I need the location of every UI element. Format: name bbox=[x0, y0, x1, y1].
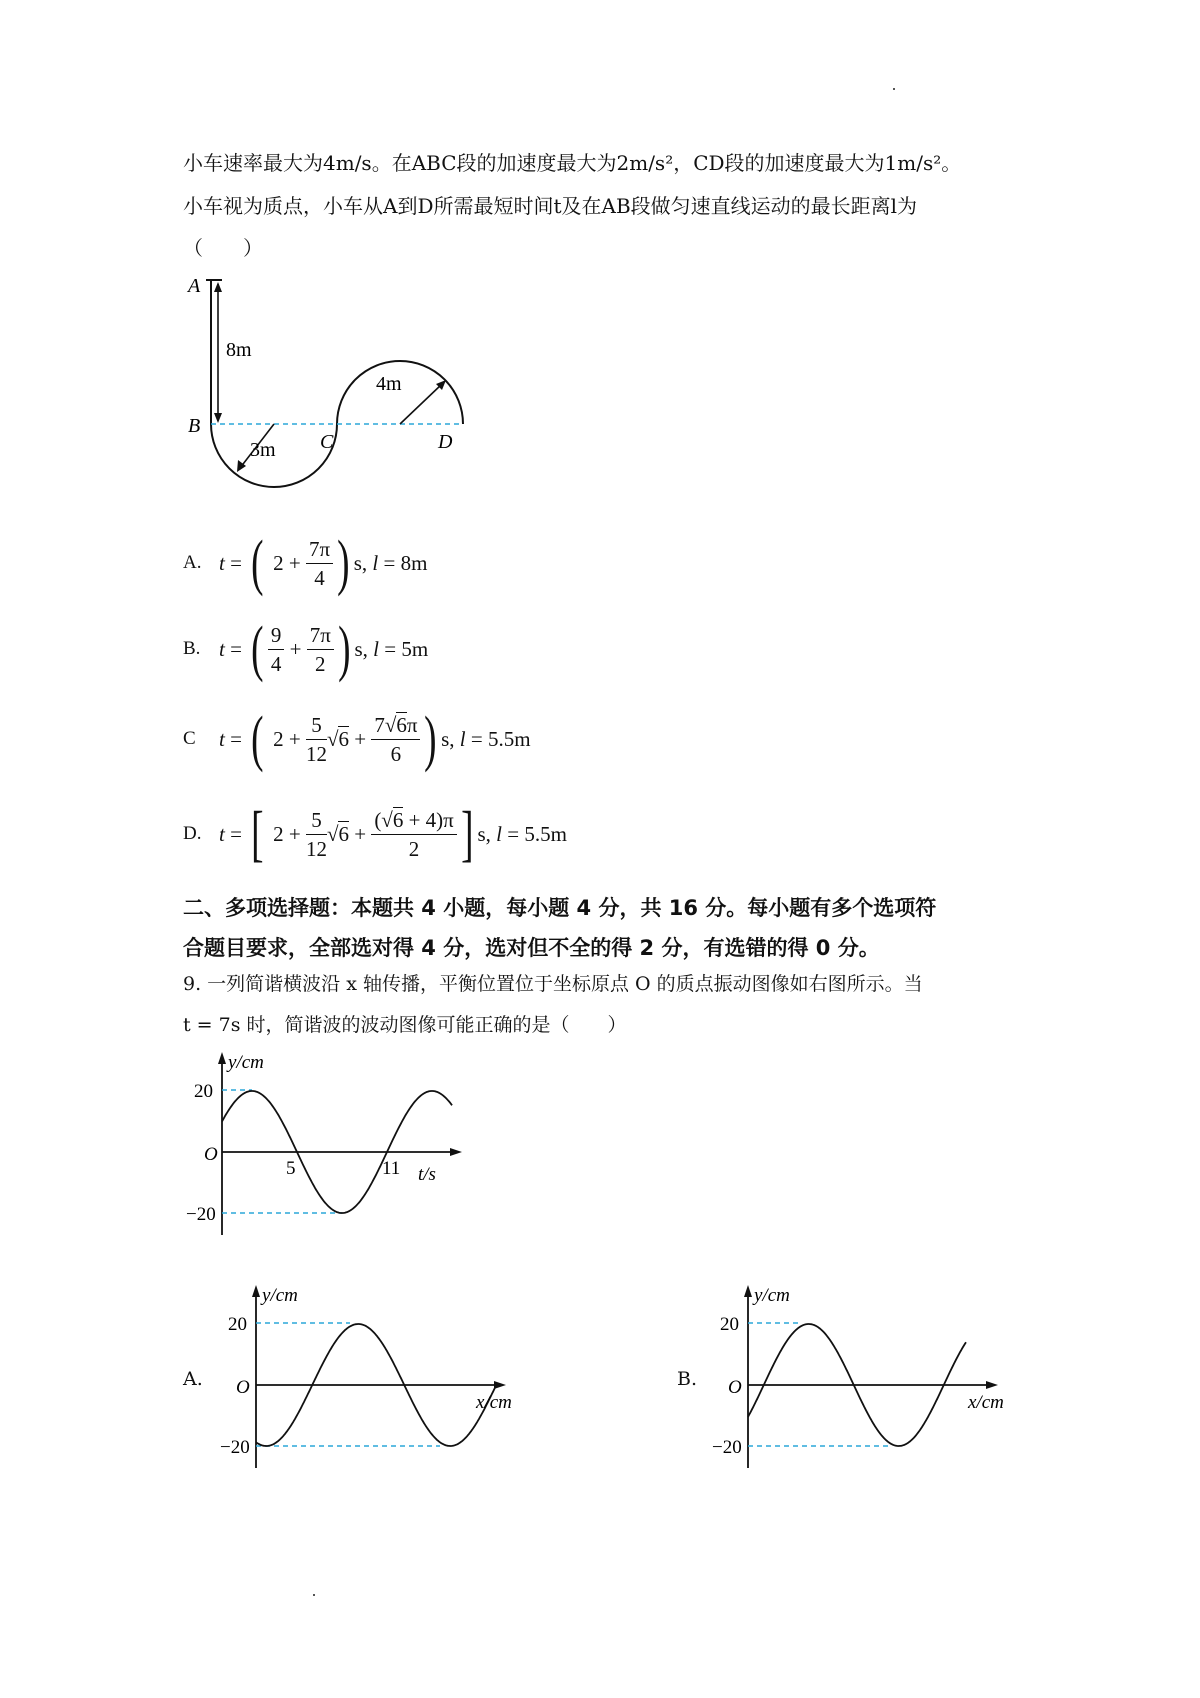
problem9-line1 bbox=[183, 969, 923, 999]
wave-graph-a bbox=[220, 1283, 540, 1473]
vib-ylabel: y/cm bbox=[228, 1052, 264, 1073]
option-a bbox=[183, 529, 428, 597]
vib-origin: O bbox=[204, 1144, 218, 1165]
dim-3m-label: 3m bbox=[250, 439, 276, 461]
arrow-head-down bbox=[214, 413, 222, 423]
option-c-formula: t = ( 2 + $\frac{5}{12}$ √ 6 + $\frac{7√6\pi}{6}$ ) s, l = 5.5m bbox=[219, 705, 531, 773]
graph-b-ylabel: y/cm bbox=[754, 1285, 790, 1306]
problem8-line2 bbox=[183, 191, 917, 221]
option-b bbox=[183, 615, 429, 683]
option-c-letter: C bbox=[183, 728, 196, 749]
option-a-formula: t = ( 2 + $\frac{7\pi}{4}$ ) s, l = 8m bbox=[219, 529, 428, 597]
label-b: B bbox=[188, 415, 201, 437]
radius-4m-arrow bbox=[400, 384, 442, 424]
vib-xlabel: t/s bbox=[418, 1164, 436, 1185]
track-diagram bbox=[170, 268, 470, 488]
problem8-line3 bbox=[183, 233, 263, 263]
option-b-letter: B. bbox=[183, 638, 201, 659]
option-b-formula: t = ( $\frac{9}{4}$ + $\frac{7\pi}{2}$ ) s, l = 5m bbox=[219, 615, 429, 683]
dim-4m-label: 4m bbox=[376, 373, 402, 395]
y-axis-arrow bbox=[744, 1285, 752, 1297]
vib-tick-5: 5 bbox=[286, 1158, 296, 1179]
x-axis-arrow bbox=[450, 1148, 462, 1156]
option-d bbox=[183, 800, 567, 868]
problem8-line1-text: 小车速率最大为4m/s。在ABC段的加速度最大为2m/s²，CD段的加速度最大为1m/s²。 bbox=[183, 151, 962, 175]
section2-heading-text: 二、多项选择题：本题共 4 小题，每小题 4 分，共 16 分。每小题有多个选项符 bbox=[183, 896, 937, 920]
scan-dot bbox=[893, 88, 895, 90]
graph-a-xlabel: x/cm bbox=[476, 1392, 512, 1413]
section2-heading-line1 bbox=[183, 893, 936, 923]
graph-a-origin: O bbox=[236, 1377, 250, 1398]
y-axis-arrow bbox=[218, 1052, 226, 1064]
problem8-line2-text: 小车视为质点，小车从A到D所需最短时间t及在AB段做匀速直线运动的最长距离l为 bbox=[183, 194, 918, 218]
problem9-line2-text: t = 7s 时，简谐波的波动图像可能正确的是（ ） bbox=[183, 1014, 627, 1036]
graph-a-tick-minus-20: −20 bbox=[220, 1437, 250, 1458]
dim-8m-label: 8m bbox=[226, 339, 252, 361]
arrow-head-up bbox=[214, 282, 222, 292]
wave-graph-b bbox=[712, 1283, 1032, 1473]
graph-a-tick-20: 20 bbox=[228, 1314, 247, 1335]
option-c bbox=[183, 705, 531, 773]
option-a-letter: A. bbox=[183, 552, 202, 573]
problem8-answer-paren: （ ） bbox=[183, 236, 263, 260]
graph-b-tick-20: 20 bbox=[720, 1314, 739, 1335]
vib-tick-20: 20 bbox=[194, 1081, 213, 1102]
y-axis-arrow bbox=[252, 1285, 260, 1297]
graph-b-xlabel: x/cm bbox=[968, 1392, 1004, 1413]
x-axis-arrow bbox=[986, 1381, 998, 1389]
problem9-line1-text: 9. 一列简谐横波沿 x 轴传播，平衡位置位于坐标原点 O 的质点振动图像如右图所示。当 bbox=[183, 973, 923, 995]
section2-heading-line2 bbox=[183, 933, 880, 963]
graph-b-tick-minus-20: −20 bbox=[712, 1437, 742, 1458]
problem8-line1 bbox=[183, 148, 961, 178]
vib-tick-minus-20: −20 bbox=[186, 1204, 216, 1225]
vib-tick-11: 11 bbox=[382, 1158, 401, 1179]
scan-dot bbox=[313, 1594, 315, 1596]
graph-b-letter: B. bbox=[677, 1368, 698, 1390]
graph-b-origin: O bbox=[728, 1377, 742, 1398]
option-d-letter: D. bbox=[183, 823, 202, 844]
problem9-line2 bbox=[183, 1010, 627, 1040]
label-a: A bbox=[188, 275, 201, 297]
section2-heading-text: 合题目要求，全部选对得 4 分，选对但不全的得 2 分，有选错的得 0 分。 bbox=[183, 936, 880, 960]
graph-a-letter: A. bbox=[183, 1368, 203, 1390]
label-d: D bbox=[438, 431, 453, 453]
graph-a-ylabel: y/cm bbox=[262, 1285, 298, 1306]
label-c: C bbox=[320, 431, 334, 453]
option-d-formula: t = [ 2 + $\frac{5}{12}$ √ 6 + $\frac{(√6 + 4)\pi}{2}$ ] s, l = 5.5m bbox=[219, 800, 567, 868]
vibration-graph bbox=[186, 1050, 486, 1240]
